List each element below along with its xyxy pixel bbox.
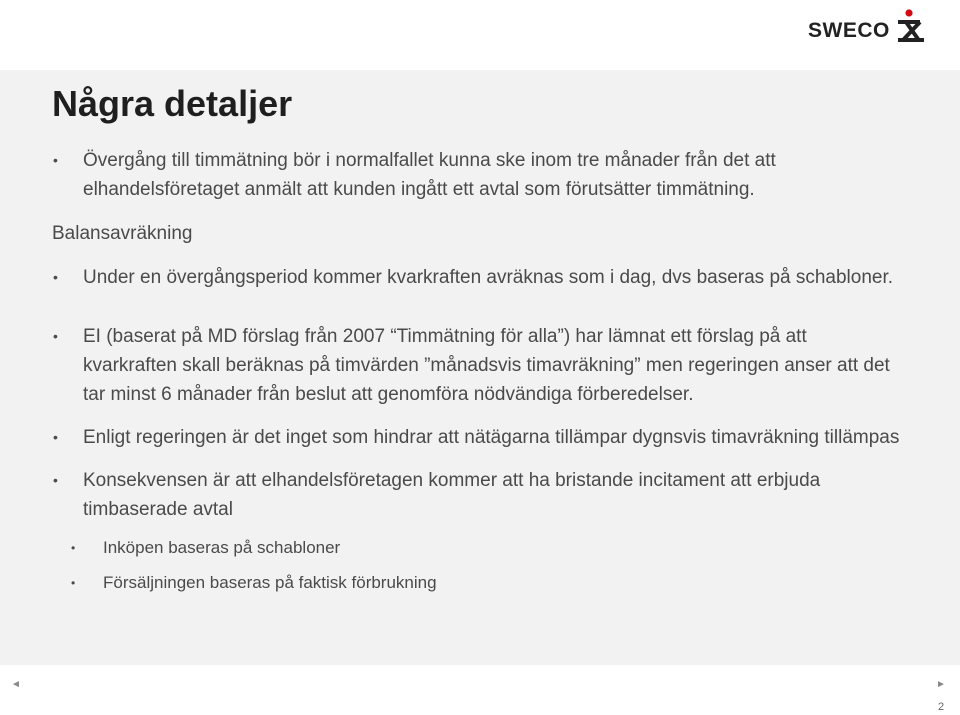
bullet-icon: •	[53, 152, 58, 168]
logo-text: SWECO	[808, 19, 890, 42]
bullet-text: Övergång till timmätning bör i normalfallet kunna ske inom tre månader från det att elhandelsföretaget anmält att kunden ingått ett avtal som förutsätter timmätning.	[83, 150, 776, 200]
sweco-logo	[808, 8, 928, 44]
bullet-text: Enligt regeringen är det inget som hindrar att nätägarna tillämpar dygnsvis timavräkning tillämpas	[83, 427, 900, 448]
sub-bullet-item	[52, 536, 902, 560]
slide-title: Några detaljer	[52, 83, 293, 124]
footer	[0, 665, 960, 715]
bullet-icon: •	[53, 472, 58, 488]
bullet-icon: •	[71, 541, 76, 555]
sub-bullet-text: Försäljningen baseras på faktisk förbrukning	[103, 573, 437, 592]
sweco-logo-icon	[894, 8, 928, 44]
bullet-icon: •	[53, 328, 58, 344]
bullet-list	[52, 146, 902, 595]
previous-slide-icon[interactable]: ◄	[11, 679, 21, 690]
header	[0, 0, 960, 70]
bullet-icon: •	[53, 429, 58, 445]
sub-bullet-text: Inköpen baseras på schabloner	[103, 538, 341, 557]
bullet-text: EI (baserat på MD förslag från 2007 “Timmätning för alla”) har lämnat ett förslag på att kvarkraften skall beräknas på timvärden ”månadsvis timavräkning” men regeringen anser att det tar minst 6 månader från beslut att genomföra nödvändiga förberedelser.	[83, 326, 890, 405]
bullet-item	[52, 322, 902, 409]
page-number: 2	[938, 701, 945, 713]
section-heading-text: Balansavräkning	[52, 223, 193, 244]
bullet-item	[52, 466, 902, 524]
bullet-item	[52, 423, 902, 452]
bullet-text: Under en övergångsperiod kommer kvarkraften avräknas som i dag, dvs baseras på schabloner.	[83, 267, 894, 288]
slide-content	[0, 70, 960, 665]
bullet-item	[52, 146, 902, 204]
next-slide-icon[interactable]: ►	[936, 679, 946, 690]
bullet-text: Konsekvensen är att elhandelsföretagen kommer att ha bristande incitament att erbjuda timbaserade avtal	[83, 470, 821, 520]
section-heading	[52, 219, 902, 248]
bullet-icon: •	[71, 576, 76, 590]
bullet-icon: •	[53, 269, 58, 285]
bullet-item	[52, 263, 902, 292]
sub-bullet-item	[52, 571, 902, 595]
